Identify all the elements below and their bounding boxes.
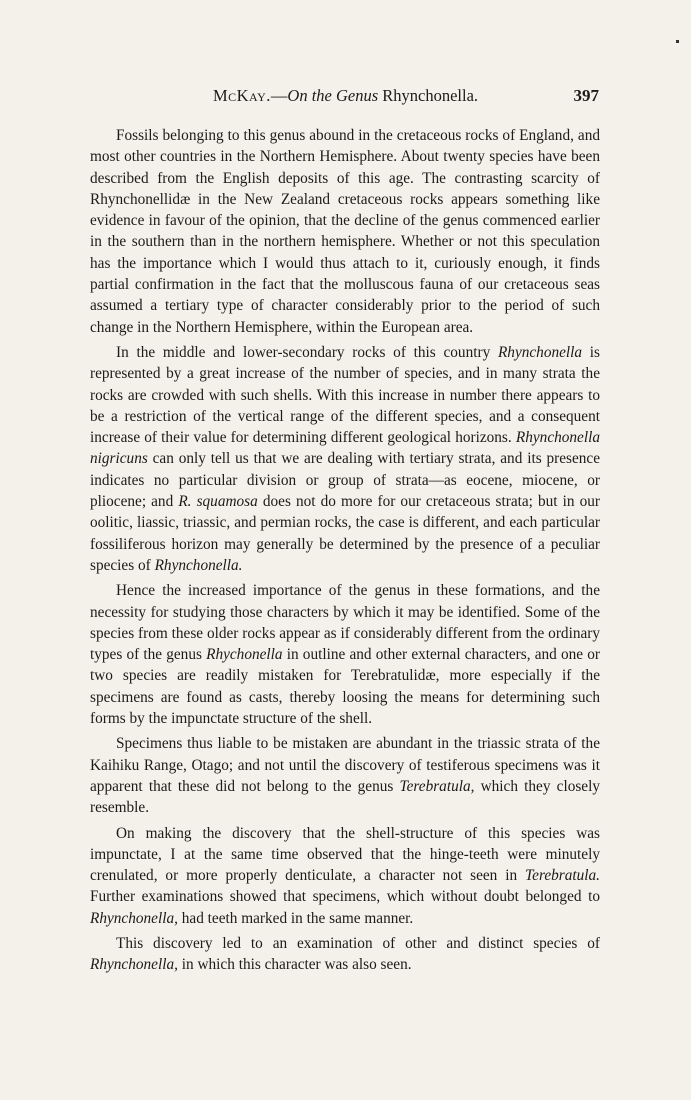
text-run: On making the discovery that the shell-structure of this species was impunctate, I at the same time observed that the hinge-teeth were minutely crenulated, or more properly denticulate, a character not seen in <box>90 824 600 885</box>
header-dash: — <box>270 86 288 105</box>
italic-text: Rhynchonella nigricuns <box>90 429 600 468</box>
text-run: Further examinations showed that specimens, which without doubt belonged to <box>90 888 600 906</box>
text-run: Fossils belonging to this genus abound in the cretaceous rocks of England, and most other countries in the Northern Hemisphere. About twenty species have been described from the English deposits of this age. The contrasting scarcity of Rhynchonellidæ in the New Zealand cretaceous rocks appears something like evidence in favour of the opinion, that the decline of the genus commenced earlier in the southern than in the northern hemisphere. Whether or not this speculation has the importance which I would thus attach to it, curiously enough, it finds partial confirmation in the fact that the molluscous fauna of our cretaceous seas assumed a tertiary type of character considerably prior to the period of such change in the Northern Hemisphere, within the European area. <box>90 127 600 336</box>
text-run: In the middle and lower-secondary rocks of this country <box>116 343 498 361</box>
text-run: in which this character was also seen. <box>177 956 412 974</box>
paragraph <box>90 823 600 929</box>
body-text <box>90 125 600 980</box>
italic-text: Rhynchonella, <box>90 909 178 927</box>
header-title-italic: On the Genus <box>287 86 379 105</box>
text-run: does not do more for our cretaceous strata; but in our oolitic, liassic, triassic, and permian rocks, the case is different, and each particular fossiliferous horizon may generally be determined by the presence of a peculiar species of <box>90 493 600 574</box>
text-run: Specimens thus liable to be mistaken are abundant in the triassic strata of the Kaihiku Range, Otago; and not until the discovery of testiferous specimens was it apparent that these did not belong to the genus <box>90 735 600 795</box>
text-run: Hence the increased importance of the genus in these formations, and the necessity for studying those characters by which it may be identified. Some of the species from these older rocks appear as if considerably different from the ordinary types of the genus <box>90 582 600 664</box>
paragraph <box>90 342 600 576</box>
italic-text: Rhychonella <box>206 646 283 664</box>
text-run: had teeth marked in the same manner. <box>177 909 414 927</box>
paragraph <box>90 125 600 338</box>
italic-text: R. squamosa <box>178 493 258 511</box>
text-run: is represented by a great increase of the number of species, and in many strata the rocks are crowded with such shells. With this increase in number there appears to be a restriction of the vertical range of the different species, and a consequent increase of their value for determining different geological horizons. <box>90 343 601 447</box>
italic-text: Terebratula, <box>399 777 475 795</box>
italic-text: Terebratula. <box>525 867 600 885</box>
text-run: can only tell us that we are dealing with tertiary strata, and its presence indicates no particular division or group of strata—as eocene, miocene, or pliocene; and <box>90 450 600 511</box>
italic-text: Rhynchonella, <box>90 956 178 974</box>
text-run: which they closely resemble. <box>90 777 600 817</box>
paragraph <box>90 933 600 976</box>
text-run: in outline and other external characters, and one or two species are readily mistaken for Terebratulidæ, more especially if the specimens are found as casts, thereby loosing the means for determining such forms by the impunctate structure of the shell. <box>90 646 600 728</box>
italic-text: Rhynchonella <box>497 343 583 361</box>
paragraph <box>90 580 600 729</box>
running-header <box>90 86 601 106</box>
paragraph <box>90 733 600 818</box>
italic-text: Rhynchonella. <box>154 556 243 574</box>
header-genus: Rhynchonella. <box>382 86 479 105</box>
header-author: McKay. <box>212 86 271 105</box>
page-number: 397 <box>573 86 599 105</box>
text-run: This discovery led to an examination of other and distinct species of <box>116 934 600 952</box>
margin-mark <box>676 40 679 43</box>
